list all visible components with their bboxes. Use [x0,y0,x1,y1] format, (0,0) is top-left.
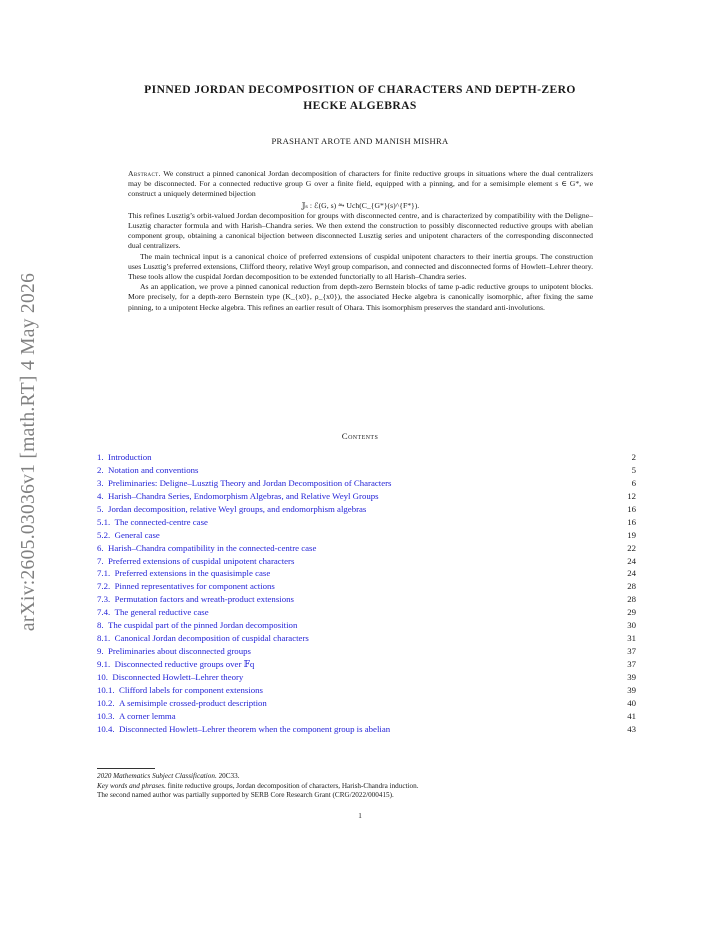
msc-label: 2020 Mathematics Subject Classification. [97,772,217,780]
toc-section-title: Preliminaries: Deligne–Lusztig Theory and Jordan Decomposition of Characters [108,477,392,488]
toc-section-title: A corner lemma [119,710,176,721]
toc-link[interactable] [97,451,152,464]
toc-page-number: 29 [627,607,636,618]
toc-page-number: 28 [627,581,636,592]
toc-section-title: Notation and conventions [108,464,199,475]
toc-section-title: General case [114,529,160,540]
toc-row [97,516,636,529]
toc-page-number: 22 [627,542,636,553]
toc-row [97,503,636,516]
toc-section-number: 9.1. [97,659,111,669]
footnote-rule [97,768,155,769]
abstract-heading: Abstract. [128,169,161,178]
abstract-p1-text: We construct a pinned canonical Jordan decomposition of characters for finite reductive groups in situations where the dual centralizers may be disconnected. For a connected reductive group G over a finite field, equipped with a pinning, and for a semisimple element s ∈ G*, we construct a uniquely determined bijection [128,169,593,199]
toc-link[interactable] [97,658,254,671]
toc-page-number: 24 [627,555,636,566]
toc-section-number: 4. [97,490,104,501]
toc-section-title: Canonical Jordan decomposition of cuspidal characters [114,633,309,644]
keywords-label: Key words and phrases. [97,781,166,790]
toc-row [97,477,636,490]
toc-link[interactable] [97,619,297,632]
toc-link[interactable] [97,723,390,736]
toc-section-number: 7.4. [97,607,111,618]
toc-page-number: 12 [627,490,636,501]
toc-section-number: 7. [97,555,104,566]
toc-page-number: 41 [627,710,636,721]
toc-page-number: 31 [627,633,636,644]
toc-page-number: 16 [627,503,636,514]
toc-section-number: 3. [97,477,104,488]
toc-link[interactable] [97,477,391,490]
toc-section-title: Disconnected reductive groups over 𝔽q [114,659,255,669]
toc-section-title: Preliminaries about disconnected groups [108,646,251,657]
msc-line [97,772,637,782]
toc-section-number: 8. [97,620,104,631]
abstract-paragraph-4: As an application, we prove a pinned canonical reduction from depth-zero Bernstein blocks of tame p-adic reductive groups to unipotent blocks. More precisely, for a depth-zero Bernstein type (K_{x0}, ρ_{x0}), the associated Hecke algebra is canonically isomorphic, after fixing the same pinning, to a unipotent Hecke algebra. This refines an earlier result of Ohara. This isomorphism preserves the standard anti-involutions. [128,282,593,312]
paper-title [60,82,660,114]
title-line-2: HECKE ALGEBRAS [303,99,417,112]
toc-row [97,671,636,684]
toc-page-number: 28 [627,594,636,605]
contents-heading: Contents [341,431,379,441]
toc-link[interactable] [97,529,160,542]
toc-page-number: 16 [627,516,636,527]
toc-link[interactable] [97,632,309,645]
toc-link[interactable] [97,710,176,723]
toc-section-title: Disconnected Howlett–Lehrer theory [112,671,244,682]
title-line-1: PINNED JORDAN DECOMPOSITION OF CHARACTERS AND DEPTH-ZERO [144,83,576,96]
toc-section-number: 5.2. [97,529,111,540]
footnotes [97,772,637,801]
abstract [128,169,593,313]
toc-page-number: 39 [627,671,636,682]
toc-section-number: 10.2. [97,697,115,708]
abstract-paragraph-2: This refines Lusztig’s orbit-valued Jordan decomposition for groups with disconnected centre, and is characterized by compatibility with the Deligne–Lusztig character formula and with Harish–Chandra series. We then extend the construction to possibly disconnected reductive groups with abelian component group, obtaining a canonical bijection between disconnected Lusztig series and unipotent characters of the corresponding disconnected dual centralizers. [128,210,593,251]
page-number: 1 [358,812,362,820]
toc-row [97,606,636,619]
toc-link[interactable] [97,555,294,568]
toc-section-number: 8.1. [97,633,111,644]
toc-link[interactable] [97,567,270,580]
toc-row [97,658,636,671]
toc-row [97,645,636,658]
toc-link[interactable] [97,645,251,658]
toc-section-number: 7.2. [97,581,111,592]
toc-link[interactable] [97,516,208,529]
toc-row [97,684,636,697]
toc-section-title: Harish–Chandra compatibility in the connected-centre case [108,542,317,553]
toc-row [97,529,636,542]
toc-row [97,723,636,736]
toc-page-number: 40 [627,697,636,708]
toc-page-number: 5 [631,464,636,475]
toc-row [97,593,636,606]
abstract-paragraph-3: The main technical input is a canonical choice of preferred extensions of cuspidal unipotent characters to their inertia groups. The construction uses Lusztig’s preferred extensions, Clifford theory, relative Weyl group comparison, and connected and disconnected forms of Howlett–Lehrer theory. These tools allow the cuspidal Jordan decomposition to be extended functorially to all Harish–Chandra series. [128,251,593,282]
toc-section-number: 10.3. [97,710,115,721]
toc-link[interactable] [97,697,267,710]
toc-row [97,619,636,632]
toc-page-number: 37 [627,659,636,669]
toc-section-title: The cuspidal part of the pinned Jordan decomposition [108,620,298,631]
toc-link[interactable] [97,542,316,555]
toc-section-title: Harish–Chandra Series, Endomorphism Algebras, and Relative Weyl Groups [108,490,379,501]
toc-link[interactable] [97,593,294,606]
toc-row [97,555,636,568]
toc-section-title: Introduction [108,452,152,462]
toc-section-number: 9. [97,646,104,657]
toc-row [97,632,636,645]
toc-row [97,490,636,503]
toc-row [97,710,636,723]
toc-section-title: Preferred extensions in the quasisimple case [114,568,271,579]
toc-row [97,697,636,710]
toc-section-title: A semisimple crossed-product description [119,697,267,708]
toc-section-number: 6. [97,542,104,553]
toc-row [97,451,636,464]
keywords-line [97,782,637,792]
toc-row [97,542,636,555]
toc-row [97,580,636,593]
toc-section-number: 1. [97,452,104,462]
arxiv-id: arXiv:2605.03036v1 [math.RT] 4 May 2026 [18,272,39,632]
toc-page-number: 43 [627,723,636,734]
toc-section-title: Permutation factors and wreath-product extensions [114,594,294,605]
toc-page-number: 2 [631,452,636,462]
toc-link[interactable] [97,503,366,516]
toc-link[interactable] [97,580,275,593]
toc-section-number: 7.1. [97,568,111,579]
toc-link[interactable] [97,684,263,697]
toc-section-number: 5.1. [97,516,111,527]
toc-section-number: 10.4. [97,723,115,734]
toc-section-title: Disconnected Howlett–Lehrer theorem when the component group is abelian [119,723,391,734]
msc-value: 20C33. [218,772,240,780]
arxiv-watermark [14,0,44,932]
toc-section-title: Jordan decomposition, relative Weyl groups, and endomorphism algebras [108,503,367,514]
abstract-paragraph-1 [128,169,593,200]
toc-section-number: 5. [97,503,104,514]
toc-link[interactable] [97,606,209,619]
toc-section-number: 10. [97,671,108,682]
toc-section-title: The general reductive case [114,607,209,618]
toc-section-title: Preferred extensions of cuspidal unipotent characters [108,555,295,566]
toc-row [97,464,636,477]
keywords-value: finite reductive groups, Jordan decomposition of characters, Harish-Chandra induction. [167,781,419,790]
toc-page-number: 39 [627,684,636,695]
toc-page-number: 6 [631,477,636,488]
toc-section-title: Pinned representatives for component actions [114,581,275,592]
toc-page-number: 30 [627,620,636,631]
toc-section-number: 7.3. [97,594,111,605]
toc-section-title: Clifford labels for component extensions [119,684,263,695]
bijection-formula: 𝕁ₛ : ℰ(G, s) ⥲ Uch(C_{G*}(s)^{F*}). [301,200,420,210]
toc-row [97,567,636,580]
table-of-contents [97,451,636,736]
toc-link[interactable] [97,464,198,477]
toc-link[interactable] [97,671,243,684]
toc-page-number: 19 [627,529,636,540]
toc-section-number: 10.1. [97,684,115,695]
authors: PRASHANT AROTE AND MANISH MISHRA [271,136,449,146]
support-line: The second named author was partially supported by SERB Core Research Grant (CRG/2022/000415). [97,791,394,800]
toc-page-number: 24 [627,568,636,579]
toc-section-title: The connected-centre case [114,516,208,527]
toc-link[interactable] [97,490,379,503]
toc-section-number: 2. [97,464,104,475]
toc-page-number: 37 [627,646,636,657]
